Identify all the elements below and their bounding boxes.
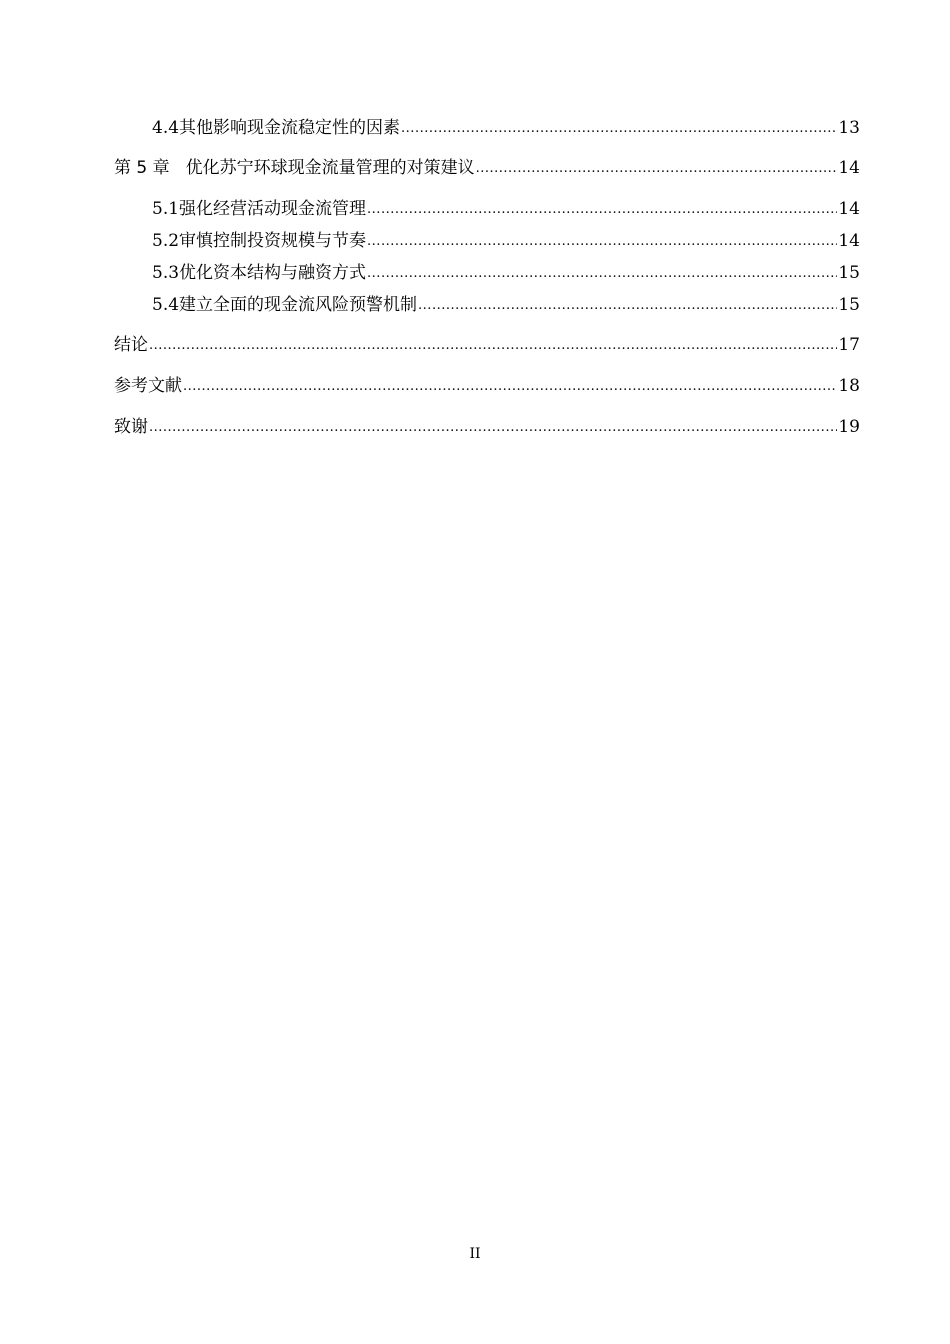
toc-entry-title: 参考文献 [114,376,182,396]
toc-entry-conclusion[interactable] [114,333,860,374]
toc-entry-number: 4.4 [152,118,180,138]
toc-entry-title: 审慎控制投资规模与节奏 [179,231,367,251]
toc-entry-4-4[interactable] [114,116,860,148]
toc-entry-page: 17 [838,335,860,355]
toc-entry-title: 其他影响现金流稳定性的因素 [179,118,401,138]
toc-entry-number: 5.4 [152,295,180,315]
toc-leader-dots [418,292,837,318]
toc-entry-title: 致谢 [114,417,148,437]
toc-entry-page: 13 [838,118,860,138]
toc-entry-title: 建立全面的现金流风险预警机制 [179,295,418,315]
toc-leader-dots [149,332,837,358]
toc-entry-title: 优化资本结构与融资方式 [179,263,367,283]
toc-entry-5-2[interactable] [114,229,860,261]
toc-leader-dots [476,155,838,181]
toc-entry-5-4[interactable] [114,293,860,325]
toc-entry-number: 5.1 [152,199,180,219]
toc-entry-page: 15 [838,295,860,315]
toc-entry-acknowledgements[interactable] [114,415,860,456]
toc-leader-dots [367,228,837,254]
toc-entry-5-1[interactable] [114,197,860,229]
page-number-footer: II [469,1246,481,1262]
toc-entry-title: 结论 [114,335,148,355]
toc-entry-number: 第 5 章 [114,158,170,178]
toc-entry-page: 18 [838,376,860,396]
toc-leader-dots [367,196,837,222]
toc-entry-5-3[interactable] [114,261,860,293]
table-of-contents [114,116,860,456]
toc-entry-number: 5.2 [152,231,180,251]
toc-leader-dots [183,373,837,399]
toc-entry-page: 14 [838,158,860,178]
toc-leader-dots [401,115,837,141]
toc-entry-page: 14 [838,199,860,219]
toc-entry-page: 19 [838,417,860,437]
toc-leader-dots [367,260,837,286]
toc-entry-number: 5.3 [152,263,180,283]
toc-entry-page: 14 [838,231,860,251]
toc-leader-dots [149,414,837,440]
toc-entry-page: 15 [838,263,860,283]
toc-entry-title: 强化经营活动现金流管理 [179,199,367,219]
toc-entry-chapter-5[interactable] [114,156,860,197]
toc-entry-references[interactable] [114,374,860,415]
toc-entry-title: 优化苏宁环球现金流量管理的对策建议 [185,158,475,178]
